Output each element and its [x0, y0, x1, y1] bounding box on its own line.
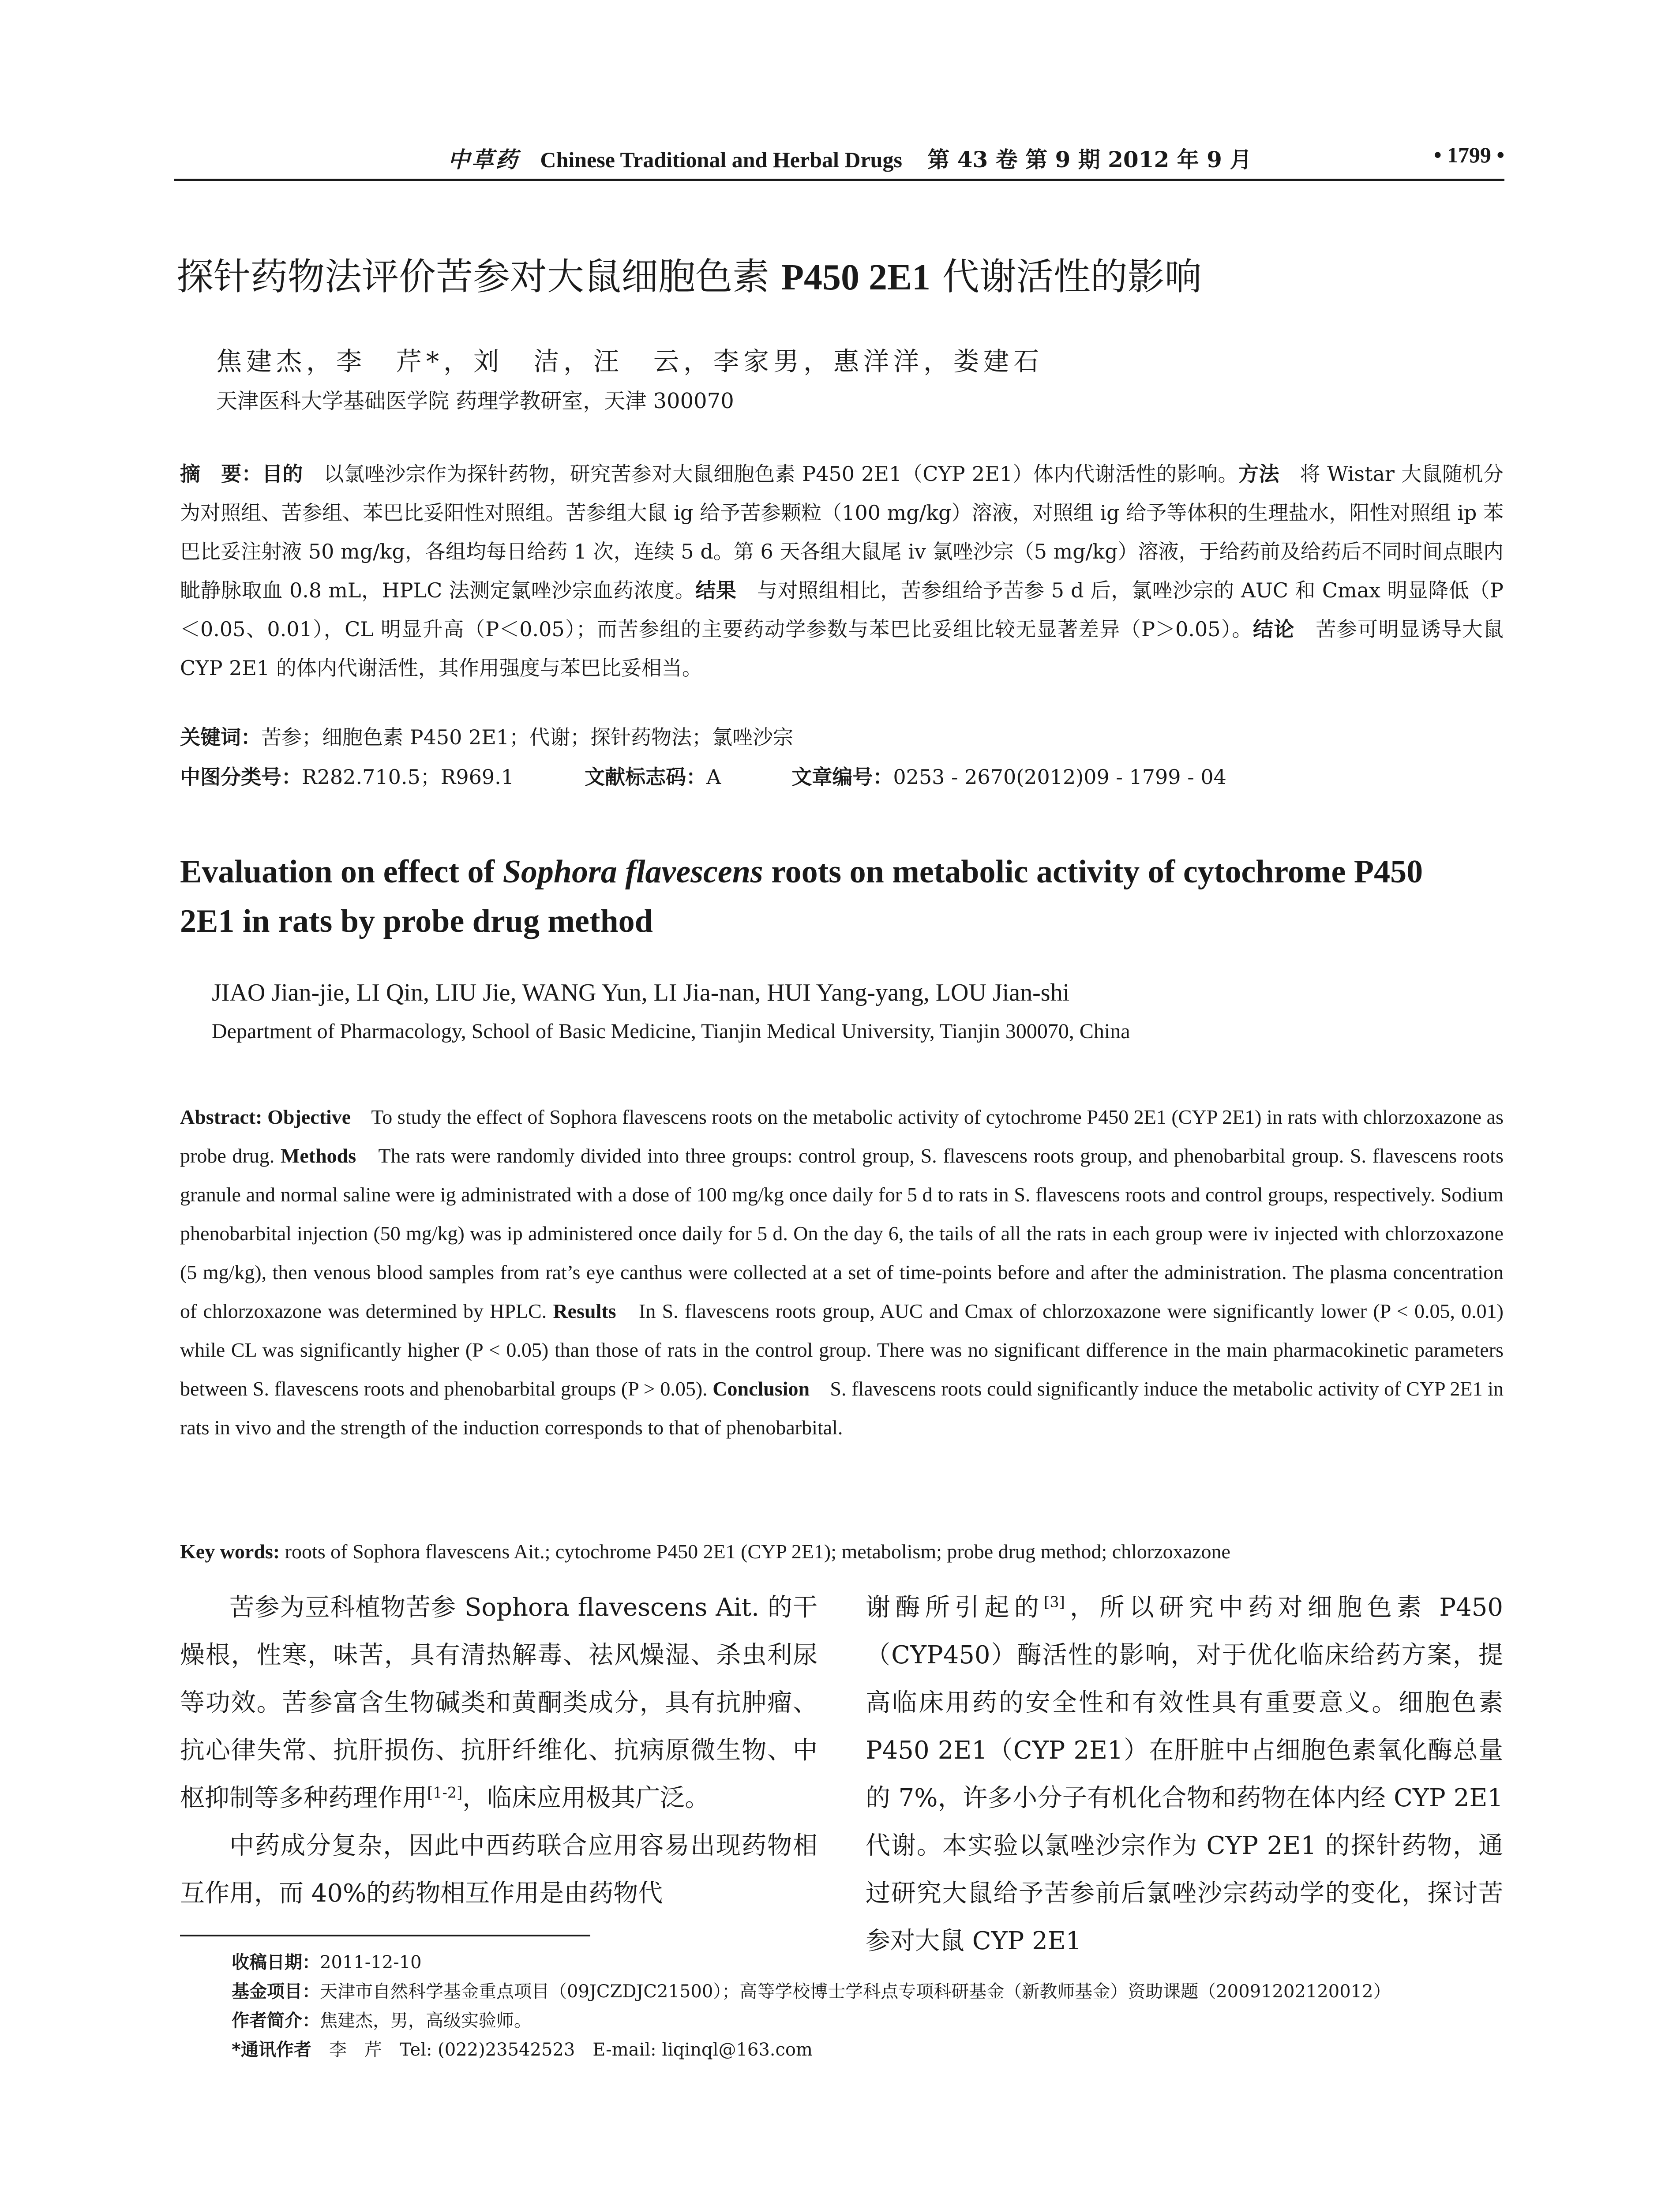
journal-info	[448, 142, 1252, 174]
body-column-left	[180, 1584, 818, 1917]
cn-results-label: 结果	[695, 578, 737, 602]
cn-results: 与对照组相比，苦参组给予苦参 5 d 后，氯唑沙宗的 AUC 和 Cmax 明显降低（P＜0.05、0.01），CL 明显升高（P＜0.05）；而苦参组的主要药动学参数与苯巴比妥组比较无显著差异（P＞0.05）。	[180, 578, 1504, 641]
en-keywords: Key words: roots of Sophora flavescens Ait.; cytochrome P450 2E1 (CYP 2E1); metabolism; probe drug method; chlorzoxazone	[180, 1540, 1230, 1563]
page-number: • 1799 •	[1433, 143, 1504, 167]
citation: [1-2]	[427, 1784, 463, 1801]
cn-methods-label: 方法	[1238, 462, 1280, 486]
cn-keywords: 关键词：苦参；细胞色素 P450 2E1；代谢；探针药物法；氯唑沙宗	[180, 725, 794, 749]
citation: [3]	[1044, 1593, 1065, 1611]
cn-classification: 中图分类号：R282.710.5；R969.1 文献标志码：A 文章编号：0253 - 2670(2012)09 - 1799 - 04	[180, 765, 1226, 789]
cn-abstract-label: 摘 要：	[180, 462, 262, 486]
cn-objective-label: 目的	[262, 462, 304, 486]
running-header	[174, 142, 1504, 177]
cn-objective: 以氯唑沙宗作为探针药物，研究苦参对大鼠细胞色素 P450 2E1（CYP 2E1）体内代谢活性的影响。	[303, 462, 1239, 486]
cn-authors: 焦建杰，李 芹*，刘 洁，汪 云，李家男，惠洋洋，娄建石	[216, 346, 1044, 376]
cn-conclusion: 苦参可明显诱导大鼠 CYP 2E1 的体内代谢活性，其作用强度与苯巴比妥相当。	[180, 617, 1504, 680]
cn-title: 探针药物法评价苦参对大鼠细胞色素 P450 2E1 代谢活性的影响	[176, 255, 1202, 298]
en-results-label: Results	[553, 1300, 616, 1322]
footnote-fund: 基金项目：天津市自然科学基金重点项目（09JCZDJC21500）；高等学校博士学科点专项科研基金（新教师基金）资助课题（20091202120012）	[232, 1981, 1391, 2002]
en-conclusion: S. flavescens roots could significantly induce the metabolic activity of CYP 2E1 in rats in vivo and the strength of the induction corresponds to that of phenobarbital.	[180, 1377, 1504, 1439]
en-affiliation: Department of Pharmacology, School of Basic Medicine, Tianjin Medical University, Tianjin 300070, China	[212, 1020, 1130, 1043]
body-paragraph: 苦参为豆科植物苦参 Sophora flavescens Ait. 的干燥根，性寒，味苦，具有清热解毒、祛风燥湿、杀虫利尿等功效。苦参富含生物碱类和黄酮类成分，具有抗肿瘤、抗心律失常、抗肝损伤、抗肝纤维化、抗病原微生物、中枢抑制等多种药理作用[1-2]，临床应用极其广泛。	[180, 1593, 818, 1812]
footnote-rule	[180, 1935, 590, 1936]
body-paragraph: 中药成分复杂，因此中西药联合应用容易出现药物相互作用，而 40%的药物相互作用是由药物代	[180, 1831, 818, 1908]
en-results: In S. flavescens roots group, AUC and Cmax of chlorzoxazone were significantly lower (P < 0.05, 0.01) while CL was significantly higher (P < 0.05) than those of rats in the control group. There was no significant difference in the main pharmacokinetic parameters between S. flavescens roots and phenobarbital groups (P > 0.05).	[180, 1300, 1504, 1400]
header-rule	[174, 179, 1504, 181]
footnote-author-bio: 作者简介：焦建杰，男，高级实验师。	[232, 2011, 532, 2031]
footnote-corresponding: *通讯作者 李 芹 Tel: (022)23542523 E-mail: liqinql@163.com	[232, 2040, 813, 2060]
en-conclusion-label: Conclusion	[712, 1377, 810, 1400]
cn-conclusion-label: 结论	[1252, 617, 1295, 641]
cn-methods: 将 Wistar 大鼠随机分为对照组、苦参组、苯巴比妥阳性对照组。苦参组大鼠 ig 给予苦参颗粒（100 mg/kg）溶液，对照组 ig 给予等体积的生理盐水，阳性对照组 ip 苯巴比妥注射液 50 mg/kg，各组均每日给药 1 次，连续 5 d。第 6 天各组大鼠尾 iv 氯唑沙宗（5 mg/kg）溶液，于给药前及给药后不同时间点眼内眦静脉取血 0.8 mL，HPLC 法测定氯唑沙宗血药浓度。	[180, 462, 1504, 602]
body-paragraph: 谢酶所引起的[3]，所以研究中药对细胞色素 P450（CYP450）酶活性的影响，对于优化临床给药方案，提高临床用药的安全性和有效性具有重要意义。细胞色素 P450 2E1（CYP 2E1）在肝脏中占细胞色素氧化酶总量的 7%，许多小分子有机化合物和药物在体内经 CYP 2E1 代谢。本实验以氯唑沙宗作为 CYP 2E1 的探针药物，通过研究大鼠给予苦参前后氯唑沙宗药动学的变化，探讨苦参对大鼠 CYP 2E1	[866, 1593, 1504, 1955]
en-title: Evaluation on effect of Sophora flavescens roots on metabolic activity of cytochrome P450 2E1 in rats by probe drug method	[180, 854, 1423, 939]
cn-abstract	[180, 454, 1504, 687]
en-abstract-label: Abstract: Objective	[180, 1106, 351, 1128]
en-authors: JIAO Jian-jie, LI Qin, LIU Jie, WANG Yun, LI Jia-nan, HUI Yang-yang, LOU Jian-shi	[212, 979, 1070, 1006]
footnote-received: 收稿日期：2011-12-10	[232, 1952, 422, 1973]
cn-affiliation: 天津医科大学基础医学院 药理学教研室，天津 300070	[216, 389, 734, 413]
en-methods-label: Methods	[280, 1144, 356, 1167]
journal-name-en: Chinese Traditional and Herbal Drugs	[540, 147, 902, 172]
en-methods: The rats were randomly divided into three groups: control group, S. flavescens roots group, and phenobarbital group. S. flavescens roots granule and normal saline were ig administrated with a dose of 100 mg/kg once daily for 5 d to rats in S. flavescens roots and control groups, respectively. Sodium phenobarbital injection (50 mg/kg) was ip administered once daily for 5 d. On the day 6, the tails of all the rats in each group were iv injected with chlorzoxazone (5 mg/kg), then venous blood samples from rat’s eye canthus were collected at a set of time-points before and after the administration. The plasma concentration of chlorzoxazone was determined by HPLC.	[180, 1144, 1504, 1322]
footnotes	[232, 1948, 1511, 2064]
body-column-right	[866, 1584, 1503, 1965]
en-objective: To study the effect of Sophora flavescens roots on the metabolic activity of cytochrome P450 2E1 (CYP 2E1) in rats with chlorzoxazone as probe drug.	[180, 1106, 1504, 1167]
journal-name-cn: 中草药	[448, 146, 519, 173]
issue-info: 第 43 卷 第 9 期 2012 年 9 月	[927, 146, 1252, 173]
en-abstract	[180, 1098, 1504, 1447]
